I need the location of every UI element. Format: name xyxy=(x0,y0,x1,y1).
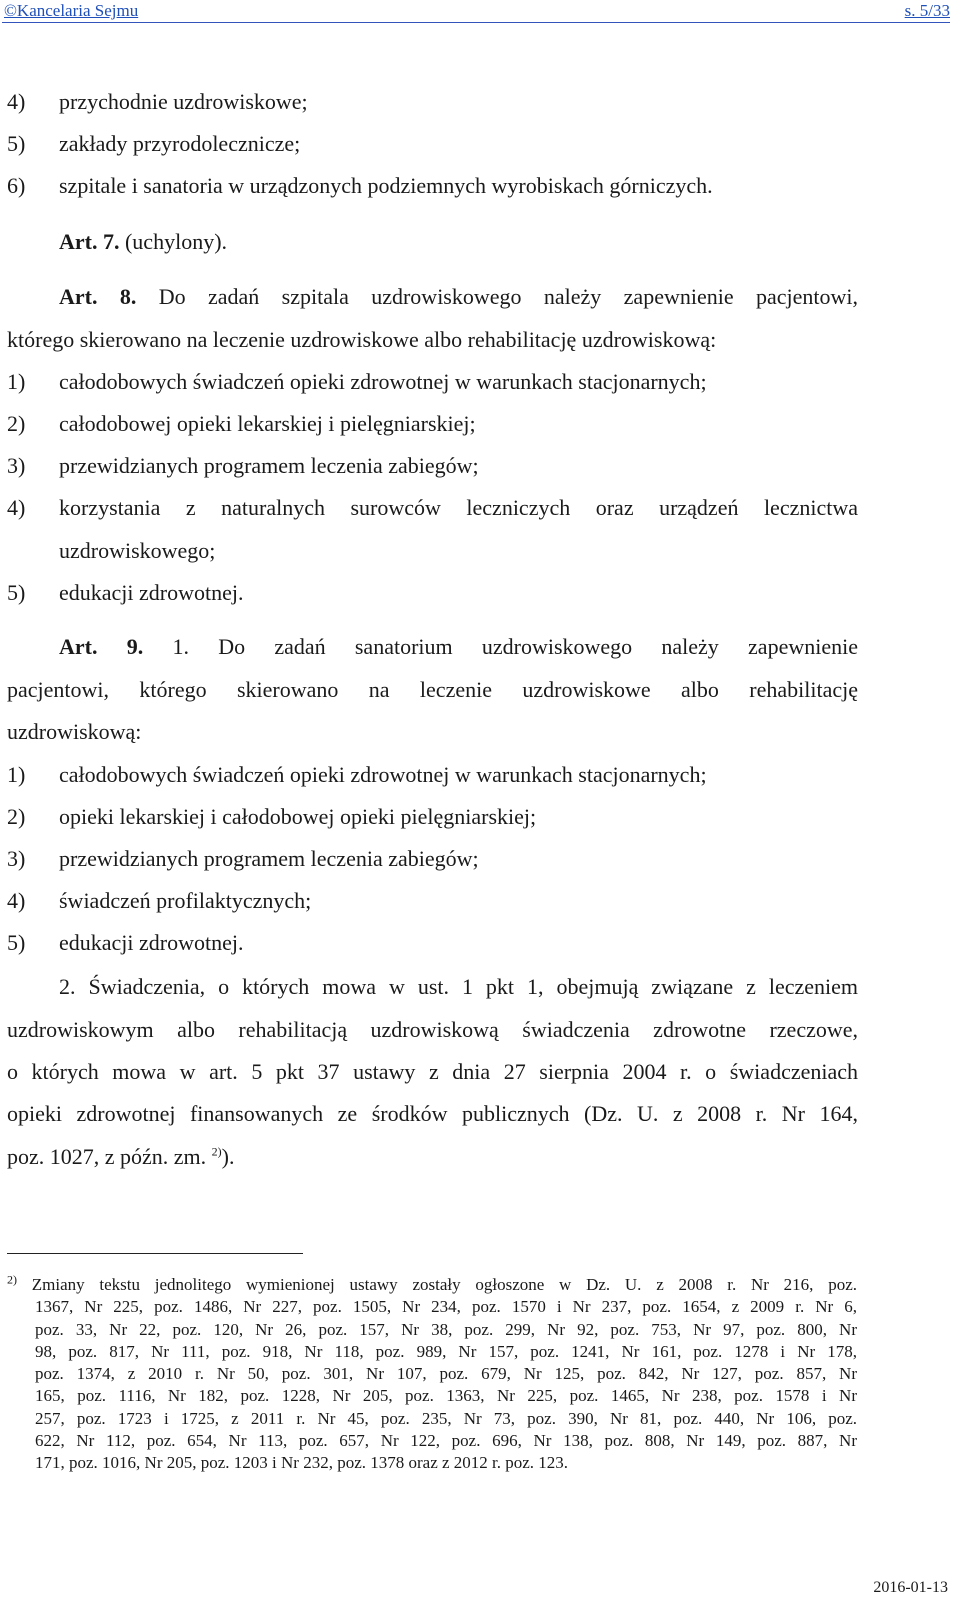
list-item: 4) świadczeń profilaktycznych; xyxy=(7,888,312,913)
list-item: 5) zakłady przyrodolecznicze; xyxy=(7,131,301,156)
document-date: 2016-01-13 xyxy=(873,1579,948,1596)
footnote-line: $^{2)}$ Zmiany tekstu jednolitego wymienionej ustawy zostały ogłoszone w Dz. U. z 2008 r. Nr 216, poz. xyxy=(7,1272,857,1294)
article-label: Art. 7. xyxy=(59,229,120,254)
article-9-intro-cont: pacjentowi, którego skierowano na leczenie uzdrowiskowe albo rehabilitację xyxy=(7,677,858,702)
article-9-para-2-cont: uzdrowiskowym albo rehabilitacją uzdrowiskową świadczenia zdrowotne rzeczowe, xyxy=(7,1017,858,1042)
article-9-para-2-end: poz. 1027, z późn. zm. $^{2)}$). xyxy=(7,1144,235,1169)
list-item: 1) całodobowych świadczeń opieki zdrowotnej w warunkach stacjonarnych; xyxy=(7,369,707,394)
list-item: 5) edukacji zdrowotnej. xyxy=(7,930,244,955)
list-item: 2) opieki lekarskiej i całodobowej opieki pielęgniarskiej; xyxy=(7,804,537,829)
list-item: 4) przychodnie uzdrowiskowe; xyxy=(7,89,308,114)
article-8-intro: Art. 8. Do zadań szpitala uzdrowiskowego należy zapewnienie pacjentowi, xyxy=(59,284,858,309)
header-copyright-link[interactable]: ©Kancelaria Sejmu xyxy=(4,1,139,20)
footnote-line: 171, poz. 1016, Nr 205, poz. 1203 i Nr 232, poz. 1378 oraz z 2012 r. poz. 123. xyxy=(35,1453,569,1473)
article-label: Art. 9. xyxy=(59,634,144,659)
list-item: 4) korzystania z naturalnych surowców leczniczych oraz urządzeń lecznictwa xyxy=(7,495,858,520)
list-item: 3) przewidzianych programem leczenia zabiegów; xyxy=(7,453,479,478)
list-item: 5) edukacji zdrowotnej. xyxy=(7,580,244,605)
article-9-para-2-cont: o których mowa w art. 5 pkt 37 ustawy z dnia 27 sierpnia 2004 r. o świadczeniach xyxy=(7,1059,858,1084)
footnote xyxy=(7,1274,857,1475)
footnote-separator xyxy=(7,1253,303,1254)
article-7: Art. 7. (uchylony). xyxy=(59,229,228,254)
page-header xyxy=(0,0,960,24)
footnote-line: 622, Nr 112, poz. 654, Nr 113, poz. 657, Nr 122, poz. 696, Nr 138, poz. 808, Nr 149, poz. 887, Nr xyxy=(35,1431,857,1451)
article-9-intro: Art. 9. 1. Do zadań sanatorium uzdrowiskowego należy zapewnienie xyxy=(59,634,858,659)
list-item: 2) całodobowej opieki lekarskiej i pielęgniarskiej; xyxy=(7,411,476,436)
list-item: 3) przewidzianych programem leczenia zabiegów; xyxy=(7,846,479,871)
footnote-line: 165, poz. 1116, Nr 182, poz. 1228, Nr 205, poz. 1363, Nr 225, poz. 1465, Nr 238, poz. 1578 i Nr xyxy=(35,1386,857,1406)
footnote-line: 98, poz. 817, Nr 111, poz. 918, Nr 118, poz. 989, Nr 157, poz. 1241, Nr 161, poz. 1278 i Nr 178, xyxy=(35,1341,857,1361)
article-8-intro-cont: którego skierowano na leczenie uzdrowiskowe albo rehabilitację uzdrowiskową: xyxy=(7,327,717,352)
article-9-para-2-cont: opieki zdrowotnej finansowanych ze środków publicznych (Dz. U. z 2008 r. Nr 164, xyxy=(7,1101,858,1126)
header-rule xyxy=(2,22,950,23)
page-number: s. 5/33 xyxy=(904,1,950,20)
article-9-para-2: 2. Świadczenia, o których mowa w ust. 1 pkt 1, obejmują związane z leczeniem xyxy=(59,974,858,999)
footnote-ref[interactable]: 2) xyxy=(211,1144,222,1159)
article-9-intro-cont: uzdrowiskową: xyxy=(7,719,142,744)
footnote-line: poz. 33, Nr 22, poz. 120, Nr 26, poz. 157, Nr 38, poz. 299, Nr 92, poz. 753, Nr 97, poz. 800, Nr xyxy=(35,1319,857,1339)
footnote-line: 257, poz. 1723 i 1725, z 2011 r. Nr 45, poz. 235, Nr 73, poz. 390, Nr 81, poz. 440, Nr 106, poz. xyxy=(35,1408,857,1428)
footnote-line: poz. 1374, z 2010 r. Nr 50, poz. 301, Nr 107, poz. 679, Nr 125, poz. 842, Nr 127, poz. 857, Nr xyxy=(35,1364,857,1384)
list-item-cont: uzdrowiskowego; xyxy=(59,538,216,563)
list-item: 1) całodobowych świadczeń opieki zdrowotnej w warunkach stacjonarnych; xyxy=(7,762,707,787)
article-label: Art. 8. xyxy=(59,284,137,309)
footnote-line: 1367, Nr 225, poz. 1486, Nr 227, poz. 1505, Nr 234, poz. 1570 i Nr 237, poz. 1654, z 2009 r. Nr 6, xyxy=(35,1297,857,1317)
list-item: 6) szpitale i sanatoria w urządzonych podziemnych wyrobiskach górniczych. xyxy=(7,173,713,198)
footnote-marker: 2) xyxy=(7,1272,17,1287)
